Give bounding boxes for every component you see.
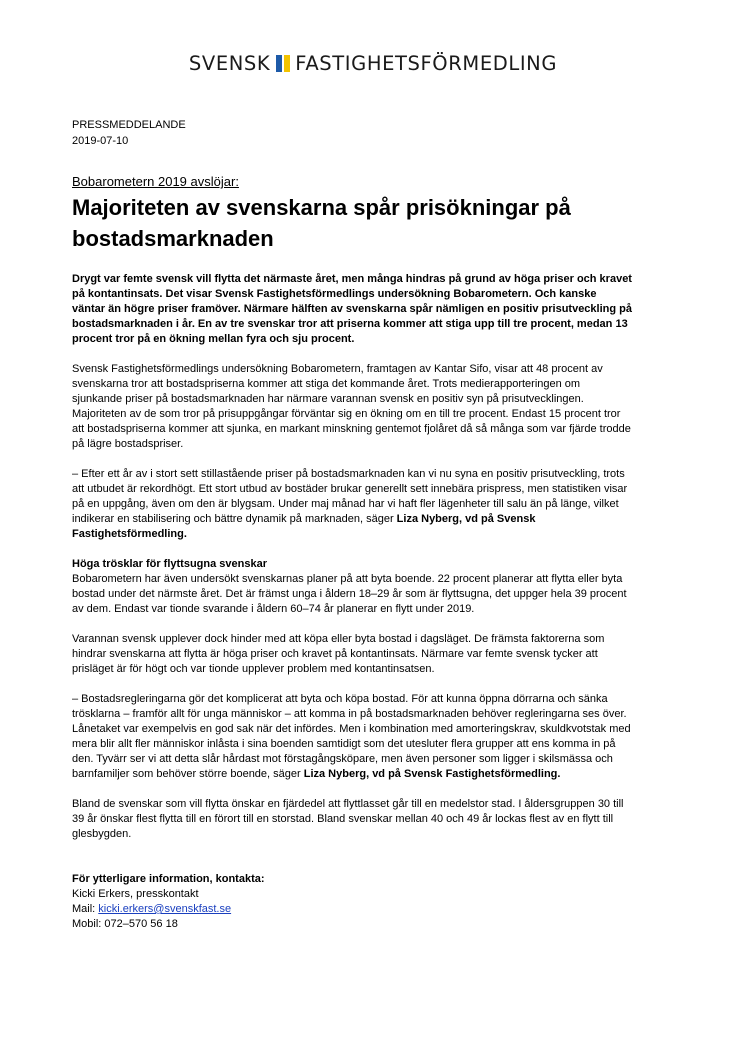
contact-phone: Mobil: 072–570 56 18 (72, 918, 178, 930)
logo-text-left: SVENSK (188, 52, 271, 75)
kicker: Bobarometern 2019 avslöjar: (72, 174, 239, 189)
document-date: 2019-07-10 (72, 135, 129, 147)
contact-block (72, 872, 632, 932)
quote-paragraph-2 (72, 692, 632, 782)
body-paragraph-1: Svensk Fastighetsförmedlings undersökning Bobarometern, framtagen av Kantar Sifo, visar att 48 procent av svenskarna tror att bostadspriserna kommer att stiga det kommande året. Trots medierapporteringen om sjunkande priser på bostadsmarknaden har närmare varannan svensk en positiv syn på prisutvecklingen. Majoriteten av de som tror på prisuppgångar förväntar sig en ökning om en till tre procent. Endast 15 procent tror att bostadspriserna kommer att sjunka, en markant minskning gentemot fjolåret då så många som var fjärde trodde på lägre bostadspriser. (72, 363, 631, 450)
quote-paragraph-1 (72, 467, 632, 542)
flag-icon (276, 55, 290, 72)
email-link[interactable]: kicki.erkers@svenskfast.se (98, 903, 232, 915)
section-heading: Höga trösklar för flyttsugna svenskar (72, 558, 268, 570)
logo-text-right: FASTIGHETSFÖRMEDLING (295, 52, 558, 75)
body-paragraph-6: Bland de svenskar som vill flytta önskar en fjärdedel att flyttlasset går till en medelstor stad. I åldersgruppen 30 till 39 år önskar flest flytta till en förort till en storstad. Bland svenskar mellan 40 och 49 år lockas flest av en flytt till glesbygden. (72, 798, 624, 840)
document-body (72, 117, 632, 932)
quote-text: – Efter ett år av i stort sett stillastående priser på bostadsmarknaden kan vi nu syna en positiv prisutveckling, trots att utbudet är rekordhögt. Ett stort utbud av bostäder brukar generellt sett innebära prispress, men statistiken visar på en uppgång, även om den är blygsam. Under maj månad har vi haft fler lägenheter till salu än på länge, vilket indikerar en stabilisering och bättre dynamik på marknaden, säger (72, 468, 628, 525)
document-type: PRESSMEDDELANDE (72, 119, 186, 131)
document-meta (72, 117, 632, 149)
mail-label: Mail: (72, 903, 99, 915)
lead-paragraph: Drygt var femte svensk vill flytta det närmaste året, men många hindras på grund av höga priser och kravet på kontantinsats. Det visar Svensk Fastighetsförmedlings undersökning Bobarometern. Och kanske väntar än högre priser framöver. Närmare hälften av svenskarna spår nämligen en positiv prisutveckling på bostadsmarknaden i år. En av tre svenskar tror att priserna kommer att stiga upp till tre procent, medan 13 procent tror på en ökning mellan fyra och sju procent. (72, 273, 632, 345)
body-paragraph-3: Bobarometern har även undersökt svenskarnas planer på att byta boende. 22 procent planerar att flytta eller byta bostad under det närmste året. Det är främst unga i åldern 18–29 år som är flyttsugna, det uppger hela 39 procent av dem. Endast var tionde svarande i åldern 60–74 år planerar en flytt under 2019. (72, 573, 627, 615)
company-logo (0, 52, 746, 75)
contact-heading: För ytterligare information, kontakta: (72, 873, 265, 885)
body-paragraph-4: Varannan svensk upplever dock hinder med att köpa eller byta bostad i dagsläget. De främsta faktorerna som hindrar svenskarna att flytta är höga priser och kravet på kontantinsats. Närmare var femte svensk tycker att prisläget är för högt och var tionde upplever problem med kontantinsatsen. (72, 633, 605, 675)
contact-name: Kicki Erkers, presskontakt (72, 888, 199, 900)
contact-mail-row (72, 902, 632, 917)
quote-attribution: Liza Nyberg, vd på Svensk Fastighetsförmedling. (303, 768, 561, 780)
headline: Majoriteten av svenskarna spår prisökningar på bostadsmarknaden (72, 195, 571, 251)
quote-text: – Bostadsregleringarna gör det komplicerat att byta och köpa bostad. För att kunna öppna dörrarna och sänka trösklarna – framför allt för unga människor – att komma in på bostadsmarknaden behöver regleringarna ses över. Lånetaket var exempelvis en god sak när det infördes. Men i kombination med amorteringskrav, skuldkvotstak med mera blir allt fler människor inlåsta i sina boenden samtidigt som det utesluter flera grupper att ens komma in på den. Tyvärr ser vi att detta slår hårdast mot förstagångsköpare, men även personer som ligger i skilsmässa och barnfamiljer som behöver större boende, säger (72, 693, 631, 780)
quote-attribution: Liza Nyberg, vd på Svensk Fastighetsförmedling. (72, 513, 536, 540)
